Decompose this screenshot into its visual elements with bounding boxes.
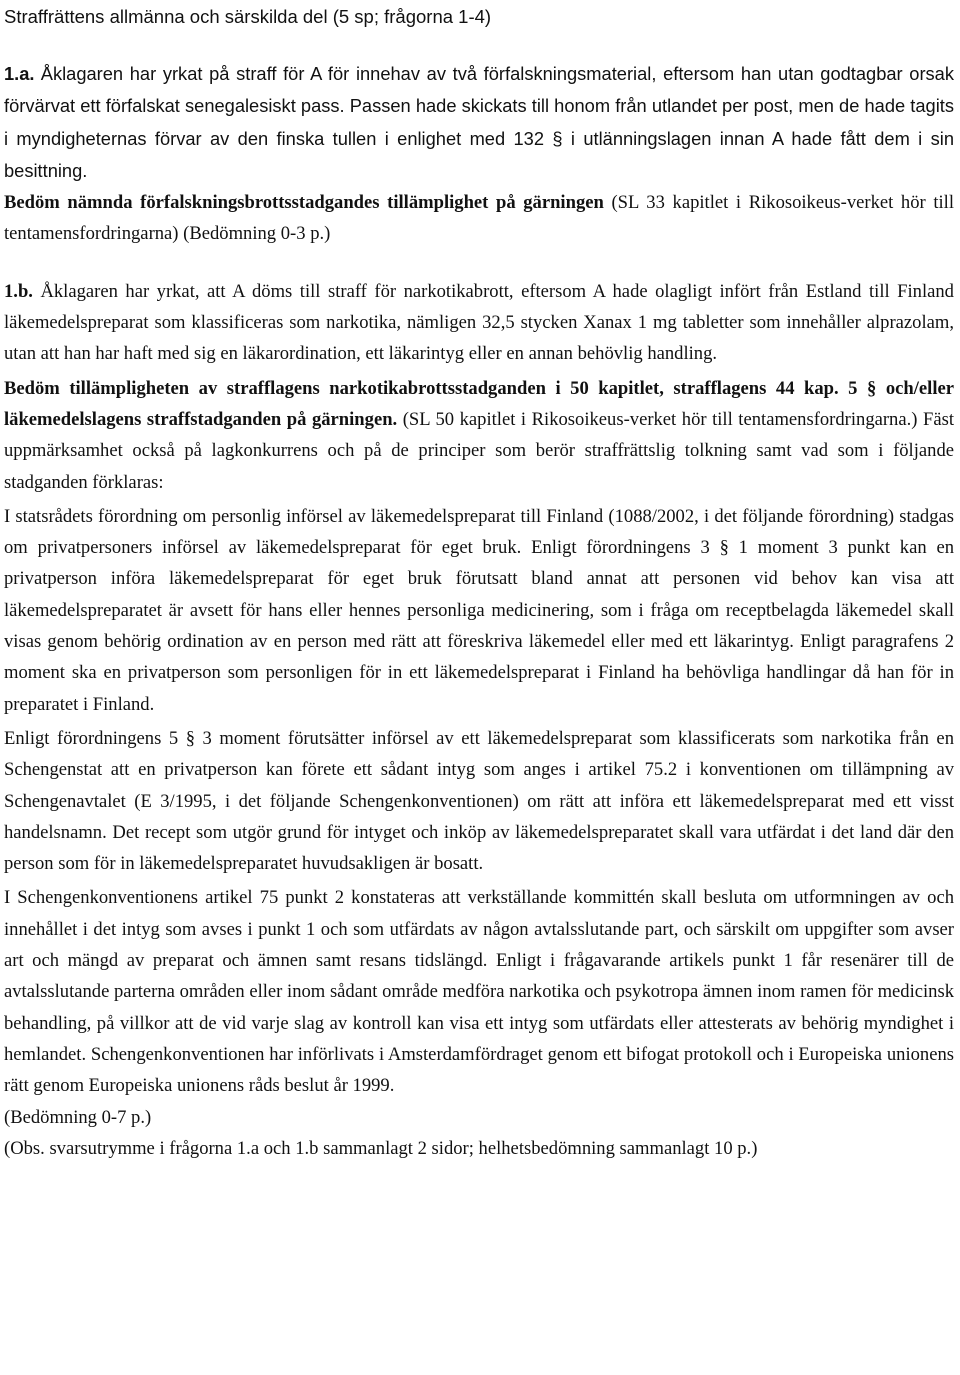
- page-title: Straffrättens allmänna och särskilda del (5 sp; frågorna 1-4): [4, 6, 492, 27]
- question-1b-task-rest: (SL 50 kapitlet i Rikosoikeus-verket hör till tentamensfordringarna.) Fäst uppmärksamhet också på lagkonkurrens och på de principer som berör straffrättslig tolkning samt vad som i följande stadganden förklaras:: [4, 408, 954, 493]
- question-1b-note: (Obs. svarsutrymme i frågorna 1.a och 1.b sammanlagt 2 sidor; helhetsbedömning sammanlagt 10 p.): [4, 1137, 758, 1159]
- question-1a-text: [4, 58, 954, 187]
- question-1b-points: (Bedömning 0-7 p.): [4, 1106, 152, 1128]
- question-1a-label: 1.a.: [4, 63, 35, 84]
- question-1b-paragraph-1: I statsrådets förordning om personlig införsel av läkemedelspreparat till Finland (1088/2002, i det följande förordning) stadgas om privatpersoners införsel av läkemedelspreparat för eget bruk. Enligt förordningens 3 § 1 moment 3 punkt kan en privatperson införa läkemedelspreparat för eget bruk förutsatt bland annat att personen vid behov kan visa att läkemedelspreparatet är avsett för hans eller hennes personliga medicinering, som i fråga om receptbelagda läkemedel skall visas genom behörig ordination av en person med rätt att föreskriva läkemedel eller med ett läkarintyg. Enligt paragrafens 2 moment ska en privatperson som personligen för in ett läkemedelspreparat i Finland ha behövliga handlingar då han för in preparatet i Finland.: [4, 505, 954, 715]
- question-1b-label: 1.b.: [4, 280, 33, 302]
- question-1a-task-rest: (SL 33 kapitlet i Rikosoikeus-verket hör till tentamensfordringarna) (Bedömning 0-3 p.): [4, 192, 954, 245]
- question-1b-paragraph-2: Enligt förordningens 5 § 3 moment förutsätter införsel av ett läkemedelspreparat som klassificerats som narkotika från en Schengenstat att en privatperson kan förete ett sådant intyg som anges i artikel 75.2 i konventionen om tillämpning av Schengenavtalet (E 3/1995, i det följande Schengenkonventionen) om rätt att införa ett läkemedelspreparat med ett visst handelsnamn. Det recept som utgör grund för intyget och inköp av läkemedelspreparatet skall vara utfärdat i det land där den person som för in läkemedelspreparatet huvudsakligen är bosatt.: [4, 727, 954, 875]
- question-1a-body: Åklagaren har yrkat på straff för A för innehav av två förfalskningsmaterial, eftersom han utan godtagbar orsak förvärvat ett förfalskat senegalesiskt pass. Passen hade skickats till honom från utlandet per post, men de hade tagits i myndigheternas förvar av den finska tullen i enlighet med 132 § i utlänningslagen innan A hade fått dem i sin besittning.: [4, 63, 954, 181]
- question-1b-paragraph-3: I Schengenkonventionens artikel 75 punkt 2 konstateras att verkställande kommittén skall besluta om utformningen av och innehållet i det intyg som avses i punkt 1 och som utfärdats av någon avtalsslutande part, och särskilt om uppgifter som avser art och mängd av preparat och ämnen samt resans tidslängd. Enligt i frågavarande artikels punkt 1 får resenärer till de avtalsslutande parterna områden eller inom sådant område medföra narkotika och psykotropa ämnen inom ramen för medicinsk behandling, på villkor att de vid varje slag av kontroll kan visa ett intyg som utfärdats eller attesterats av behörig myndighet i hemlandet. Schengenkonventionen har införlivats i Amsterdamfördraget genom ett bifogat protokoll och i Europeiska unionens rätt genom Europeiska unionens råds beslut år 1999.: [4, 887, 954, 1097]
- question-1b-task-bold: Bedöm tillämpligheten av strafflagens narkotikabrottsstadganden i 50 kapitlet, strafflagens 44 kap. 5 § och/eller läkemedelslagens straffstadganden på gärningen.: [4, 377, 954, 430]
- question-1a-task-bold: Bedöm nämnda förfalskningsbrottsstadgandes tillämplighet på gärningen: [4, 192, 604, 214]
- question-1b-text: [4, 276, 954, 370]
- question-1b-body: Åklagaren har yrkat, att A döms till straff för narkotikabrott, eftersom A hade olagligt infört från Estland till Finland läkemedelspreparat som klassificeras som narkotika, nämligen 32,5 stycken Xanax 1 mg tabletter som innehåller alprazolam, utan att han har haft med sig en läkarordination, ett läkarintyg eller en annan behövlig handling.: [4, 280, 954, 365]
- exam-page: [4, 0, 954, 1164]
- question-1b-task: [4, 373, 954, 498]
- question-1a-task: [4, 187, 954, 250]
